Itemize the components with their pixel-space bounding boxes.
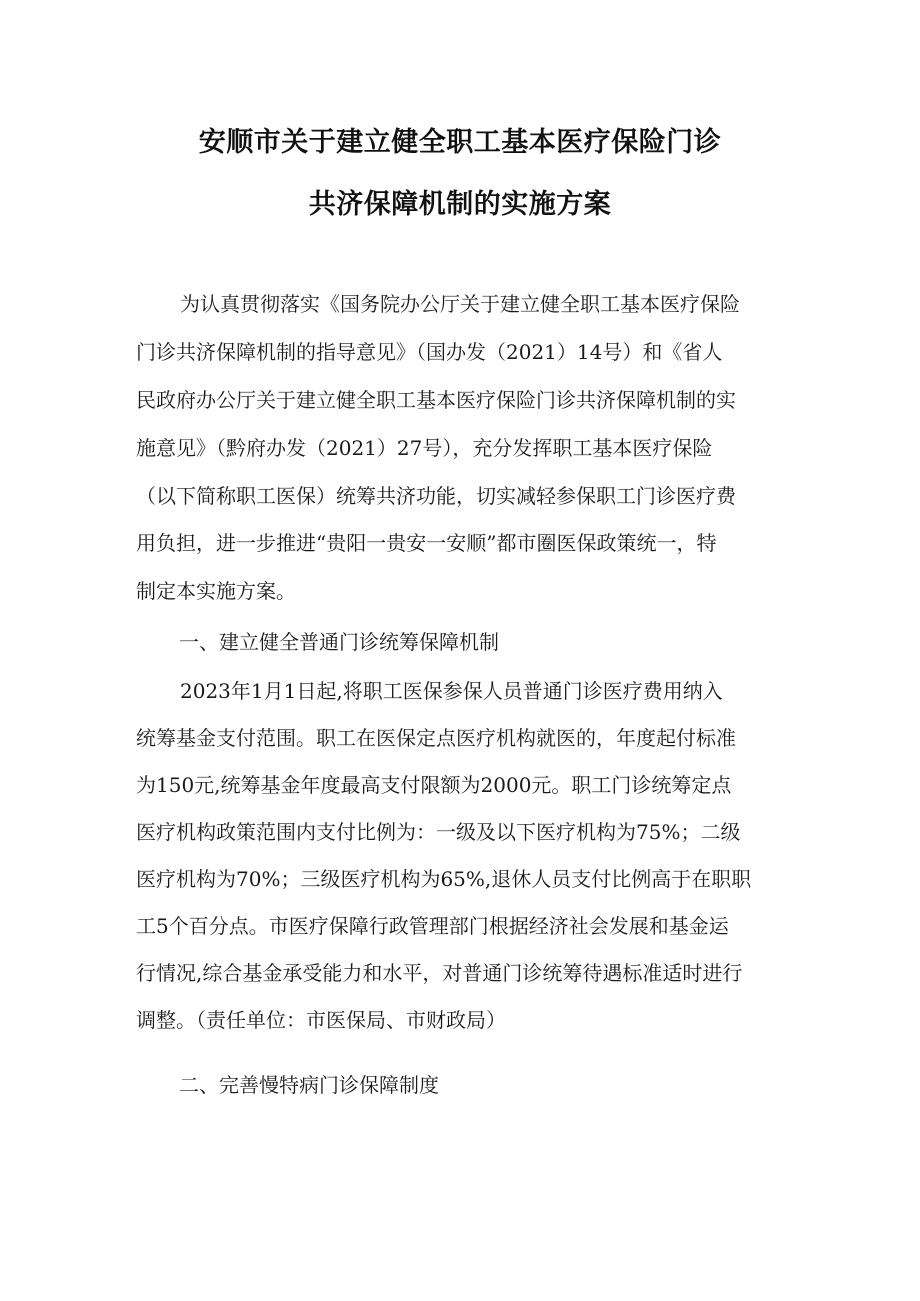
section-2-heading: 二、完善慢特病门诊保障制度 bbox=[179, 1073, 439, 1097]
section-1-paragraph bbox=[136, 674, 790, 1050]
paragraph-line: 民政府办公厅关于建立健全职工基本医疗保险门诊共济保障机制的实 bbox=[136, 387, 736, 412]
paragraph-line: 医疗机构为70%；三级医疗机构为65%,退休人员支付比例高于在职职 bbox=[136, 867, 752, 891]
paragraph-line: 2023年1月1日起,将职工医保参保人员普通门诊医疗费用纳入 bbox=[180, 679, 723, 703]
document-title-line-2: 共济保障机制的实施方案 bbox=[308, 189, 612, 220]
paragraph-line: 制定本实施方案。 bbox=[136, 579, 296, 604]
paragraph-line: 调整。（责任单位：市医保局、市财政局） bbox=[136, 1008, 506, 1032]
paragraph-line: 统筹基金支付范围。职工在医保定点医疗机构就医的，年度起付标准 bbox=[136, 726, 736, 750]
paragraph-line: 医疗机构政策范围内支付比例为：一级及以下医疗机构为75%；二级 bbox=[136, 820, 741, 844]
paragraph-line: 施意见》（黔府办发（2021）27号），充分发挥职工基本医疗保险 bbox=[136, 435, 713, 460]
section-1-heading: 一、建立健全普通门诊统筹保障机制 bbox=[179, 630, 499, 654]
paragraph-line: 用负担，进一步推进“贵阳一贵安一安顺”都市圈医保政策统一，特 bbox=[136, 531, 717, 556]
paragraph-line: 行情况,综合基金承受能力和水平，对普通门诊统筹待遇标准适时进行 bbox=[136, 961, 743, 985]
paragraph-line: 为150元,统筹基金年度最高支付限额为2000元。职工门诊统筹定点 bbox=[136, 773, 732, 797]
intro-paragraph bbox=[136, 287, 790, 622]
paragraph-line: 门诊共济保障机制的指导意见》（国办发（2021）14号）和《省人 bbox=[136, 339, 723, 364]
paragraph-line: 工5个百分点。市医疗保障行政管理部门根据经济社会发展和基金运 bbox=[136, 914, 729, 938]
document-title-line-1: 安顺市关于建立健全职工基本医疗保险门诊 bbox=[198, 127, 722, 158]
paragraph-line: （以下简称职工医保）统筹共济功能，切实减轻参保职工门诊医疗费 bbox=[136, 483, 736, 508]
paragraph-line: 为认真贯彻落实《国务院办公厅关于建立健全职工基本医疗保险 bbox=[180, 292, 740, 316]
